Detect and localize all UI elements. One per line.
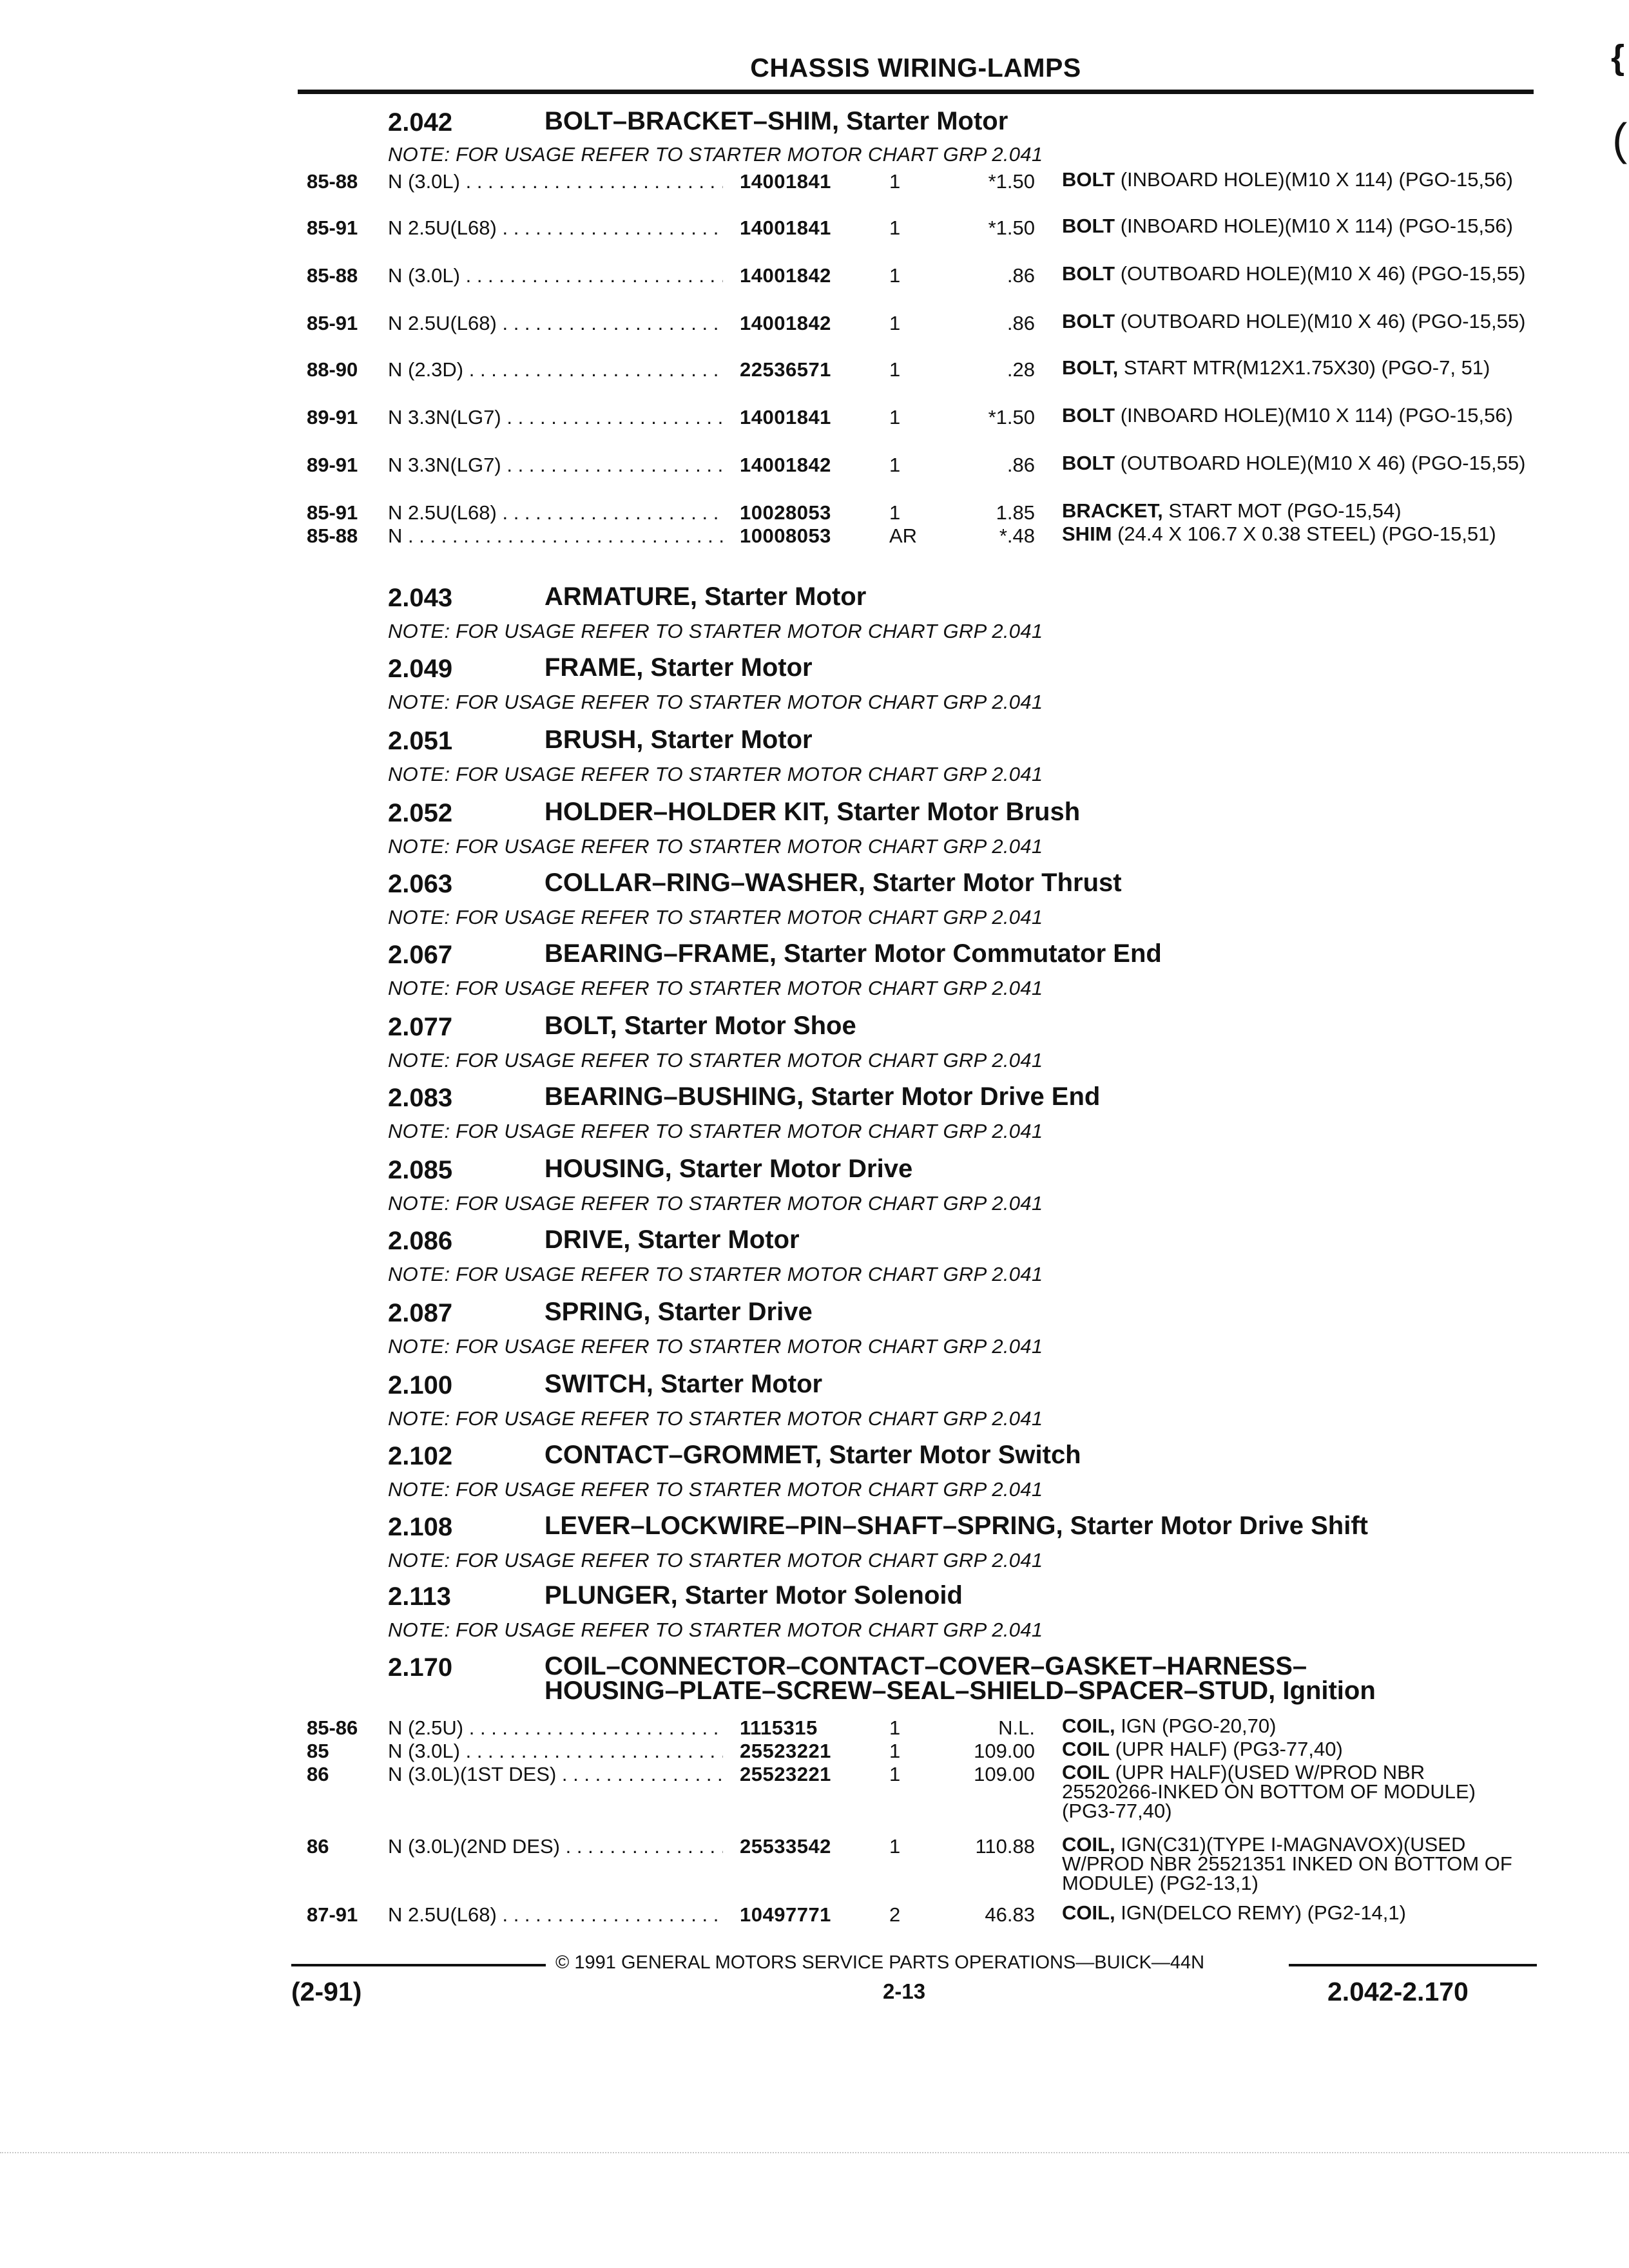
section-title-line-2: HOUSING–PLATE–SCREW–SEAL–SHIELD–SPACER–STUD, Ignition — [545, 1677, 1376, 1705]
row-item-lead: COIL, — [1062, 1715, 1115, 1737]
section-note: NOTE: FOR USAGE REFER TO STARTER MOTOR CHART GRP 2.041 — [388, 620, 1043, 642]
section-number: 2.087 — [388, 1299, 453, 1327]
row-item — [1062, 454, 1526, 473]
row-years: 85-86 — [307, 1716, 358, 1739]
row-years: 89-91 — [307, 454, 358, 476]
section-number: 2.077 — [388, 1013, 453, 1041]
section-note: NOTE: FOR USAGE REFER TO STARTER MOTOR CHART GRP 2.041 — [388, 1263, 1043, 1285]
section-note: NOTE: FOR USAGE REFER TO STARTER MOTOR CHART GRP 2.041 — [388, 1120, 1043, 1142]
row-item-rest: (INBOARD HOLE)(M10 X 114) (PGO-15,56) — [1115, 404, 1513, 427]
row-item — [1062, 524, 1526, 544]
row-price: *.48 — [999, 524, 1035, 547]
section-title: DRIVE, Starter Motor — [545, 1225, 800, 1254]
row-desc: N (2.3D) . . . — [388, 358, 723, 381]
section-number: 2.067 — [388, 941, 453, 969]
row-part-number: 22536571 — [740, 358, 831, 381]
row-qty: 2 — [889, 1903, 901, 1926]
section-number: 2.113 — [388, 1582, 451, 1611]
section-title: SWITCH, Starter Motor — [545, 1370, 823, 1398]
row-part-number: 14001842 — [740, 264, 831, 287]
header-rule — [298, 90, 1534, 94]
section-note: NOTE: FOR USAGE REFER TO STARTER MOTOR CHART GRP 2.041 — [388, 143, 1043, 166]
row-desc: N 2.5U(L68) . . . — [388, 312, 723, 335]
row-part-number: 14001841 — [740, 216, 831, 239]
section-title: FRAME, Starter Motor — [545, 653, 813, 682]
row-desc: N . . . — [388, 524, 723, 548]
row-item-lead: BOLT — [1062, 404, 1115, 427]
section-number: 2.085 — [388, 1156, 453, 1184]
section-note: NOTE: FOR USAGE REFER TO STARTER MOTOR CHART GRP 2.041 — [388, 1049, 1043, 1072]
row-desc: N (3.0L) . . . — [388, 170, 723, 193]
row-years: 86 — [307, 1835, 329, 1858]
row-qty: 1 — [889, 216, 901, 239]
section-note: NOTE: FOR USAGE REFER TO STARTER MOTOR CHART GRP 2.041 — [388, 1549, 1043, 1571]
row-qty: 1 — [889, 406, 901, 428]
row-desc: N (3.0L)(2ND DES) . . . — [388, 1835, 723, 1858]
row-price: .28 — [1007, 358, 1035, 381]
section-title: PLUNGER, Starter Motor Solenoid — [545, 1581, 963, 1610]
section-number: 2.100 — [388, 1371, 453, 1399]
row-price: 109.00 — [974, 1740, 1035, 1762]
row-part-number: 14001841 — [740, 406, 831, 428]
footer-rule-right — [1289, 1964, 1537, 1966]
section-title: CONTACT–GROMMET, Starter Motor Switch — [545, 1441, 1081, 1469]
row-item — [1062, 1903, 1526, 1923]
row-qty: 1 — [889, 312, 901, 334]
row-item-rest: (OUTBOARD HOLE)(M10 X 46) (PGO-15,55) — [1115, 262, 1526, 285]
section-title: SPRING, Starter Drive — [545, 1298, 813, 1326]
row-price: 46.83 — [985, 1903, 1035, 1926]
row-item — [1062, 501, 1526, 521]
row-item-rest: IGN(DELCO REMY) (PG2-14,1) — [1115, 1901, 1406, 1924]
row-qty: 1 — [889, 170, 901, 193]
row-item — [1062, 358, 1526, 378]
section-number: 2.086 — [388, 1227, 453, 1255]
row-price: .86 — [1007, 264, 1035, 287]
row-price: 109.00 — [974, 1763, 1035, 1785]
row-price: .86 — [1007, 312, 1035, 334]
row-item — [1062, 312, 1526, 331]
row-part-number: 10028053 — [740, 501, 831, 524]
row-item-lead: BOLT — [1062, 452, 1115, 474]
row-item-lead: BOLT — [1062, 262, 1115, 285]
row-item-lead: COIL, — [1062, 1833, 1115, 1856]
footer-copyright: © 1991 GENERAL MOTORS SERVICE PARTS OPERATIONS—BUICK—44N — [555, 1952, 1205, 1973]
row-desc: N 3.3N(LG7) . . . — [388, 454, 723, 477]
section-note: NOTE: FOR USAGE REFER TO STARTER MOTOR CHART GRP 2.041 — [388, 1407, 1043, 1430]
row-part-number: 10008053 — [740, 524, 831, 547]
row-item-rest: (OUTBOARD HOLE)(M10 X 46) (PGO-15,55) — [1115, 310, 1526, 332]
row-item — [1062, 1716, 1526, 1736]
row-part-number: 25523221 — [740, 1740, 831, 1762]
row-years: 88-90 — [307, 358, 358, 381]
section-title: BOLT–BRACKET–SHIM, Starter Motor — [545, 107, 1008, 135]
row-item — [1062, 406, 1526, 425]
section-note: NOTE: FOR USAGE REFER TO STARTER MOTOR CHART GRP 2.041 — [388, 691, 1043, 713]
row-item-lead: BRACKET, — [1062, 499, 1163, 522]
footer-page-number: 2-13 — [883, 1979, 926, 2003]
row-item — [1062, 1835, 1526, 1893]
section-number: 2.051 — [388, 727, 453, 755]
row-item-lead: COIL, — [1062, 1901, 1115, 1924]
section-number: 2.049 — [388, 655, 453, 683]
section-title: ARMATURE, Starter Motor — [545, 582, 867, 611]
row-years: 85-91 — [307, 216, 358, 239]
section-title-line-1: COIL–CONNECTOR–CONTACT–COVER–GASKET–HARNESS– — [545, 1652, 1307, 1680]
section-note: NOTE: FOR USAGE REFER TO STARTER MOTOR CHART GRP 2.041 — [388, 1192, 1043, 1215]
row-item-lead: BOLT — [1062, 310, 1115, 332]
section-note: NOTE: FOR USAGE REFER TO STARTER MOTOR CHART GRP 2.041 — [388, 977, 1043, 999]
row-part-number: 14001842 — [740, 312, 831, 334]
row-qty: 1 — [889, 454, 901, 476]
section-title: BRUSH, Starter Motor — [545, 726, 813, 754]
row-part-number: 10497771 — [740, 1903, 831, 1926]
row-item-rest: (OUTBOARD HOLE)(M10 X 46) (PGO-15,55) — [1115, 452, 1526, 474]
row-price: N.L. — [998, 1716, 1035, 1739]
section-number: 2.102 — [388, 1442, 453, 1470]
section-note: NOTE: FOR USAGE REFER TO STARTER MOTOR CHART GRP 2.041 — [388, 1619, 1043, 1641]
page-header: CHASSIS WIRING-LAMPS — [750, 53, 1081, 82]
row-years: 85-88 — [307, 264, 358, 287]
row-desc: N 2.5U(L68) . . . — [388, 216, 723, 240]
row-qty: 1 — [889, 358, 901, 381]
row-years: 85-91 — [307, 312, 358, 334]
row-qty: 1 — [889, 1716, 901, 1739]
section-title: BOLT, Starter Motor Shoe — [545, 1012, 856, 1040]
row-qty: 1 — [889, 501, 901, 524]
row-qty: 1 — [889, 1763, 901, 1785]
row-item-rest: START MOT (PGO-15,54) — [1162, 499, 1402, 522]
row-price: 110.88 — [975, 1835, 1035, 1858]
row-item-rest: (INBOARD HOLE)(M10 X 114) (PGO-15,56) — [1115, 215, 1513, 237]
row-item — [1062, 1763, 1526, 1821]
section-note: NOTE: FOR USAGE REFER TO STARTER MOTOR CHART GRP 2.041 — [388, 835, 1043, 858]
row-desc: N (3.0L)(1ST DES) . . . — [388, 1763, 723, 1786]
section-title: BEARING–FRAME, Starter Motor Commutator End — [545, 939, 1162, 968]
section-note: NOTE: FOR USAGE REFER TO STARTER MOTOR CHART GRP 2.041 — [388, 1335, 1043, 1358]
row-desc: N (3.0L) . . . — [388, 1740, 723, 1763]
row-qty: 1 — [889, 1740, 901, 1762]
row-item-lead: BOLT — [1062, 215, 1115, 237]
row-desc: N 2.5U(L68) . . . — [388, 501, 723, 524]
row-years: 85-88 — [307, 170, 358, 193]
section-number: 2.108 — [388, 1513, 453, 1541]
footer-group-range: 2.042-2.170 — [1327, 1977, 1469, 2006]
row-price: *1.50 — [988, 170, 1035, 193]
section-number: 2.042 — [388, 108, 453, 137]
row-price: 1.85 — [996, 501, 1035, 524]
row-item-rest: (UPR HALF) (PG3-77,40) — [1110, 1738, 1343, 1760]
section-number: 2.063 — [388, 870, 453, 898]
section-number: 2.170 — [388, 1653, 453, 1682]
margin-paren-mark: ( — [1612, 114, 1628, 164]
footer-rule-left — [291, 1964, 546, 1966]
row-desc: N 2.5U(L68) . . . — [388, 1903, 723, 1927]
row-item-rest: (24.4 X 106.7 X 0.38 STEEL) (PGO-15,51) — [1112, 523, 1496, 545]
row-years: 86 — [307, 1763, 329, 1785]
row-item-lead: SHIM — [1062, 523, 1112, 545]
section-title: HOLDER–HOLDER KIT, Starter Motor Brush — [545, 798, 1081, 826]
row-price: *1.50 — [988, 406, 1035, 428]
row-part-number: 14001841 — [740, 170, 831, 193]
margin-brace-mark: { — [1611, 38, 1625, 77]
section-title: COLLAR–RING–WASHER, Starter Motor Thrust — [545, 869, 1122, 897]
row-qty: 1 — [889, 1835, 901, 1858]
section-number: 2.043 — [388, 584, 453, 612]
row-desc: N (2.5U) . . . — [388, 1716, 723, 1740]
row-item — [1062, 264, 1526, 284]
row-qty: AR — [889, 524, 918, 547]
row-item-rest: START MTR(M12X1.75X30) (PGO-7, 51) — [1118, 356, 1490, 379]
row-item-lead: COIL — [1062, 1738, 1110, 1760]
row-years: 87-91 — [307, 1903, 358, 1926]
row-qty: 1 — [889, 264, 901, 287]
row-item-lead: BOLT, — [1062, 356, 1119, 379]
section-title: LEVER–LOCKWIRE–PIN–SHAFT–SPRING, Starter Motor Drive Shift — [545, 1512, 1368, 1540]
footer-date: (2-91) — [291, 1977, 362, 2006]
section-note: NOTE: FOR USAGE REFER TO STARTER MOTOR CHART GRP 2.041 — [388, 1478, 1043, 1501]
row-part-number: 1115315 — [740, 1716, 818, 1739]
row-years: 85-88 — [307, 524, 358, 547]
row-item-rest: IGN (PGO-20,70) — [1115, 1715, 1277, 1737]
section-title: HOUSING, Starter Motor Drive — [545, 1155, 913, 1183]
row-item — [1062, 1740, 1526, 1759]
section-note: NOTE: FOR USAGE REFER TO STARTER MOTOR CHART GRP 2.041 — [388, 906, 1043, 928]
row-part-number: 25523221 — [740, 1763, 831, 1785]
row-item-rest: (UPR HALF)(USED W/PROD NBR 25520266-INKED ON BOTTOM OF MODULE) (PG3-77,40) — [1062, 1761, 1476, 1822]
section-title: BEARING–BUSHING, Starter Motor Drive End — [545, 1082, 1101, 1111]
row-item-lead: BOLT — [1062, 168, 1115, 191]
row-desc: N 3.3N(LG7) . . . — [388, 406, 723, 429]
row-item-rest: (INBOARD HOLE)(M10 X 114) (PGO-15,56) — [1115, 168, 1513, 191]
row-item-lead: COIL — [1062, 1761, 1110, 1783]
row-item-rest: IGN(C31)(TYPE I-MAGNAVOX)(USED W/PROD NBR 25521351 INKED ON BOTTOM OF MODULE) (PG2-13,1) — [1062, 1833, 1512, 1894]
row-years: 89-91 — [307, 406, 358, 428]
row-part-number: 14001842 — [740, 454, 831, 476]
row-price: .86 — [1007, 454, 1035, 476]
row-years: 85-91 — [307, 501, 358, 524]
section-note: NOTE: FOR USAGE REFER TO STARTER MOTOR CHART GRP 2.041 — [388, 763, 1043, 785]
section-number: 2.083 — [388, 1084, 453, 1112]
row-item — [1062, 216, 1526, 236]
section-number: 2.052 — [388, 799, 453, 827]
row-price: *1.50 — [988, 216, 1035, 239]
row-desc: N (3.0L) . . . — [388, 264, 723, 287]
row-years: 85 — [307, 1740, 329, 1762]
row-part-number: 25533542 — [740, 1835, 831, 1858]
row-item — [1062, 170, 1526, 189]
scan-artifact-line — [0, 2152, 1629, 2154]
